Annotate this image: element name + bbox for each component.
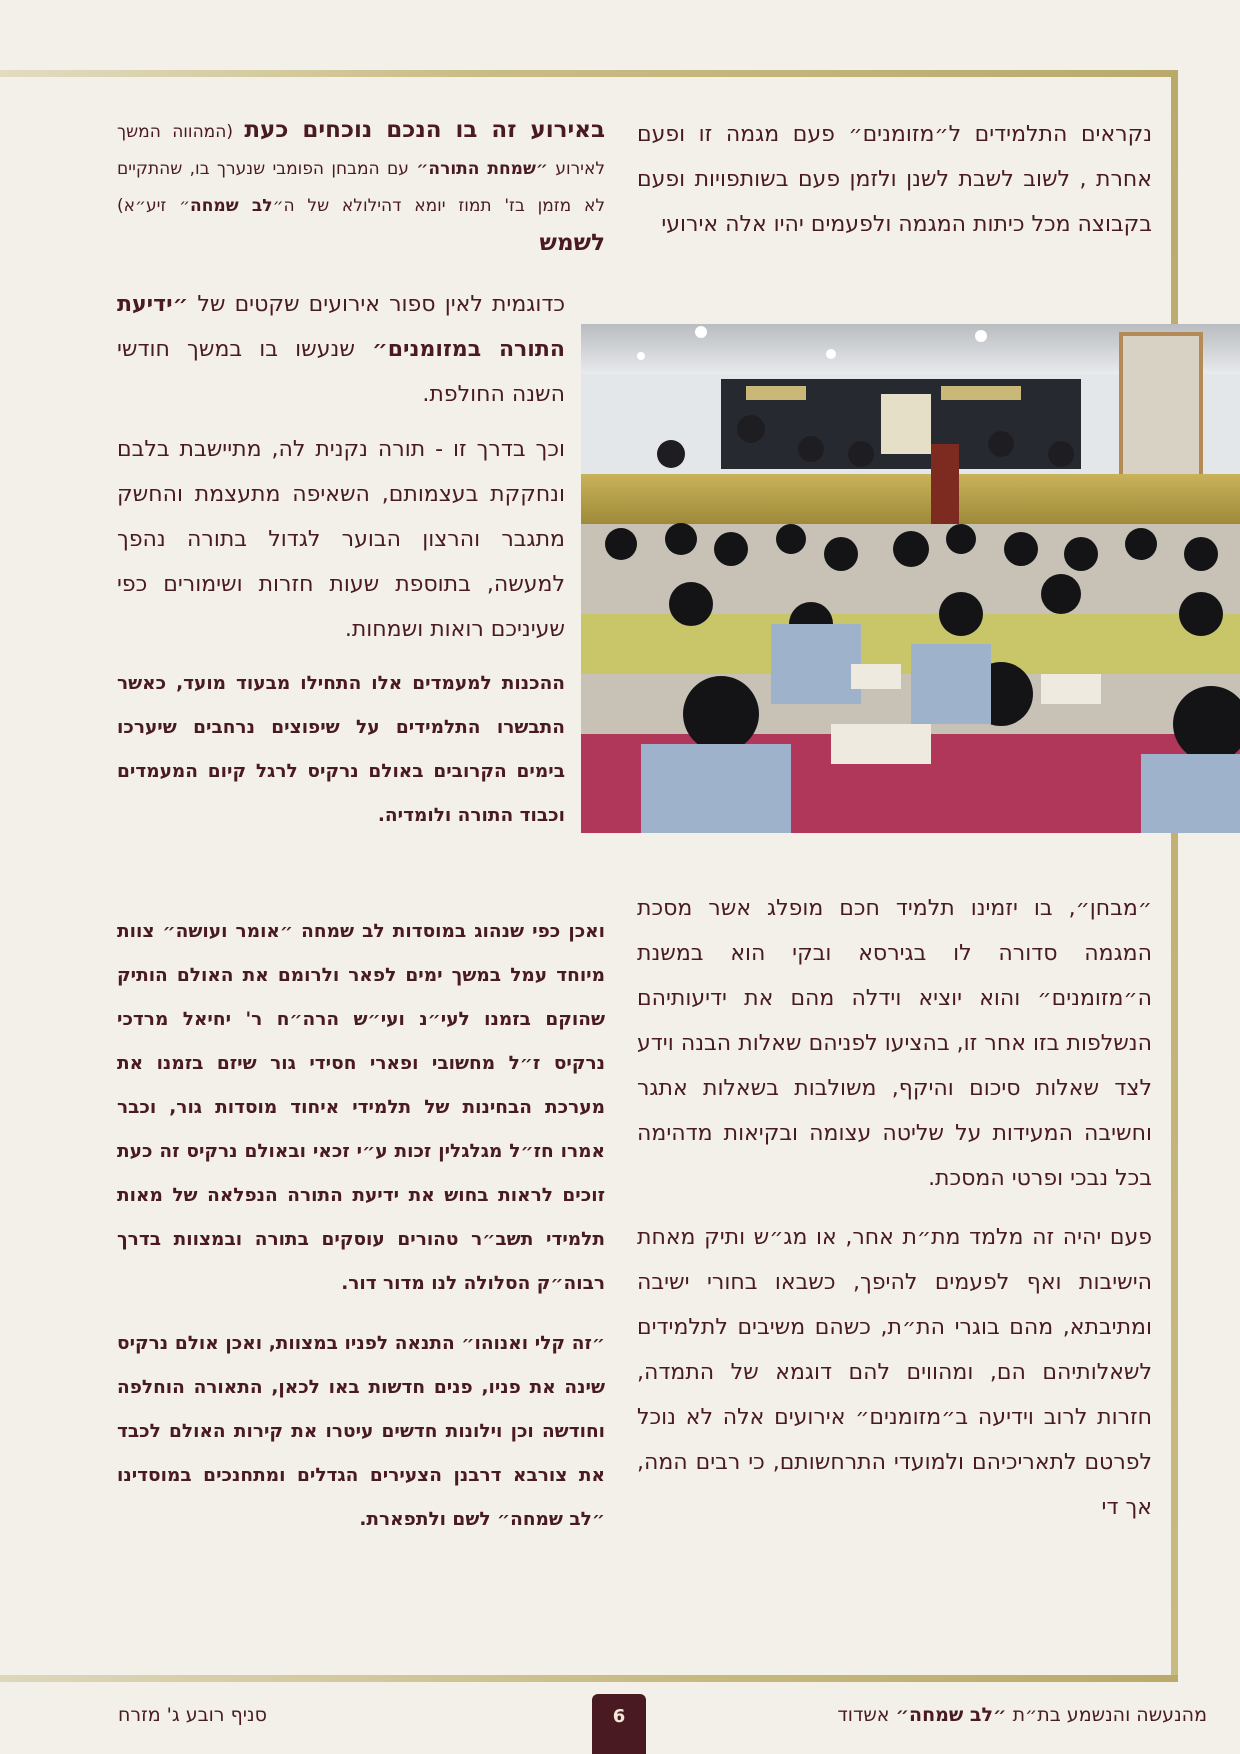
right-column-bottom — [637, 886, 1152, 1540]
footer-text: מהנעשה והנשמע בת״ת — [1012, 1704, 1207, 1726]
paragraph: פעם יהיה זה מלמד מת״ת אחר, או מג״ש ותיק מאחת הישיבות ואף לפעמים להיפך, כשבאו בחורי ישיבה ומתיבתא, מהם בוגרי הת״ת, כשהם משיבים לתלמידים לשאלותיהם הם, ומהווים להם דוגמא של התמדה, חזרות לרוב וידיעה ב״מזומנים״ אירועים אלה לא נוכל לפרטם לתאריכיהם ולמועדי התרחשותם, כי רבים המה, אך די — [637, 1225, 1152, 1520]
paragraph: נקראים התלמידים ל״מזומנים״ פעם מגמה זו ופעם אחרת , לשוב לשבת לשנן ולזמן פעם בשותפויות ופעם בקבוצה מכל כיתות המגמה ולפעמים יהיו אלה אירועי — [637, 122, 1152, 237]
intro-text: עם המבחן הפומבי שנערך בו, שהתקיים לא מזמן בז' תמוז יומא דהילולא של ה״ — [117, 159, 605, 216]
intro-text: (המהווה המשך לאירוע — [117, 122, 606, 179]
intro-bold: באירוע זה בו הנכם נוכחים כעת — [244, 117, 606, 143]
right-column-top — [637, 112, 1152, 257]
intro-bold: לב שמחה — [190, 196, 273, 216]
left-column-middle — [117, 282, 565, 848]
text: כדוגמית לאין ספור אירועים שקטים של — [197, 292, 565, 317]
frame-bottom-border — [0, 1675, 1178, 1682]
paragraph: ואכן כפי שנהוג במוסדות לב שמחה ״אומר ועושה״ צוות מיוחד עמל במשך ימים לפאר ולרומם את האולם הותיק שהוקם בזמנו לעי״נ ועי״ש הרה״ח ר' יחיאל מרדכי נרקיס ז״ל מחשובי ופארי חסידי גור שיזם בזמנו את מערכת הבחינות של תלמידי איחוד מוסדות גור, וכבר אמרו חז״ל מגלגלין זכות ע״י זכאי ובאולם נרקיס זה כעת זוכים לראות בחוש את ידיעת התורה הנפלאה של מאות תלמידי תשב״ר טהורים עוסקים בתורה ובמצוות בדרך רבוה״ק הסלולה לנו מדור דור. — [117, 921, 605, 1294]
bold-text: ״ידיעת התורה במזומנים״ — [117, 292, 566, 362]
footer-bold: ״לב שמחה״ — [895, 1704, 1007, 1726]
left-column-intro — [117, 112, 605, 264]
event-hall-photo — [581, 324, 1240, 833]
intro-paragraph — [117, 112, 605, 264]
intro-bold: ״שמחת התורה״ — [416, 159, 548, 179]
intro-bold: לשמש — [539, 230, 605, 256]
frame-right-border — [1171, 70, 1178, 1682]
footer-branch: סניף רובע ג' מזרח — [118, 1704, 267, 1726]
paragraph: ״מבחן״, בו יזמינו תלמיד חכם מופלג אשר מסכת המגמה סדורה לו בגירסא ובקי הוא במשנת ה״מזומנים״ והוא יוציא וידלה מהם את ידיעותיהם הנשלפות בזו אחר זו, בהציעו לפניהם שאלות הבנה וידע לצד שאלות סיכום והיקף, משולבות בשאלות אתגר וחשיבה המעידות על שליטה עצומה ובקיאות מדהימה בכל נבכי ופרטי המסכת. — [637, 896, 1152, 1191]
paragraph: ״זה קלי ואנוהו״ התנאה לפניו במצוות, ואכן אולם נרקיס שינה את פניו, פנים חדשות באו לכאן, התאורה הוחלפה וחודשה וכן וילונות חדשים עיטרו את קירות האולם לכבד את צורבא דרבנן הצעירים הגדלים ומתחנכים במוסדינו ״לב שמחה״ לשם ולתפארת. — [117, 1333, 605, 1530]
intro-text: ״ זיע״א) — [117, 196, 191, 216]
paragraph: וכך בדרך זו - תורה נקנית לה, מתיישבת בלבם ונחקקת בעצמותם, השאיפה מתעצמת והחשק מתגבר והרצון הבוער לגדול בתורה נהפך למעשה, בתוספת שעות חזרות ושימורים כפי שעיניכם רואות ושמחות. — [117, 437, 565, 642]
frame-top-border — [0, 70, 1178, 77]
footer-text: אשדוד — [837, 1704, 890, 1726]
left-column-bottom — [117, 910, 605, 1552]
intro-continuation — [117, 282, 565, 417]
page-number: 6 — [592, 1694, 646, 1754]
photo-illustration — [581, 324, 1240, 833]
footer-publication — [837, 1704, 1207, 1726]
paragraph: ההכנות למעמדים אלו התחילו מבעוד מועד, כאשר התבשרו התלמידים על שיפוצים נרחבים שיערכו בימים הקרובים באולם נרקיס לרגל קיום המעמדים וכבוד התורה ולומדיה. — [117, 673, 565, 826]
text: שנעשו בו במשך חודשי השנה החולפת. — [117, 337, 565, 407]
